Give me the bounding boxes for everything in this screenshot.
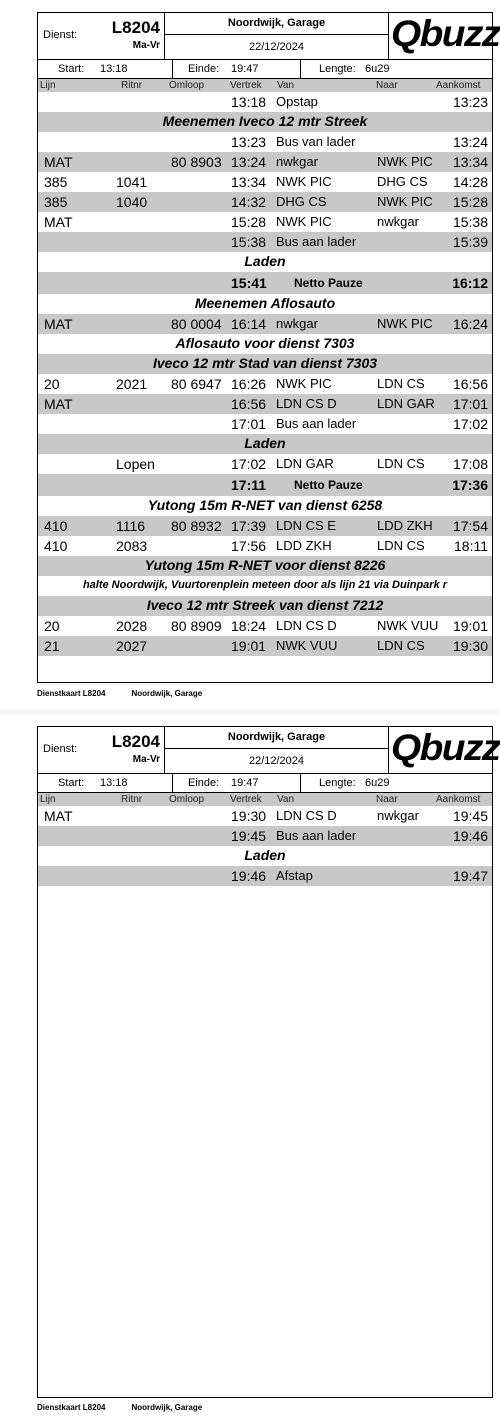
einde-time: 19:47 bbox=[231, 777, 259, 789]
column-header bbox=[38, 79, 492, 92]
cell-van: NWK PIC bbox=[276, 214, 332, 229]
time-row bbox=[38, 60, 492, 79]
cell-aankomst: 13:23 bbox=[452, 94, 488, 110]
pause-end: 16:12 bbox=[452, 275, 488, 291]
section-title: Laden bbox=[244, 253, 286, 269]
cell-van: Bus van lader bbox=[276, 134, 356, 149]
cell-lijn: 385 bbox=[44, 174, 68, 190]
col-van: Van bbox=[277, 794, 295, 805]
dienstkaart-page-1 bbox=[0, 0, 500, 710]
section-title: Iveco 12 mtr Stad van dienst 7303 bbox=[152, 355, 378, 371]
cell-vertrek: 15:28 bbox=[231, 214, 267, 230]
cell-vertrek: 17:56 bbox=[231, 538, 267, 554]
cell-lijn: MAT bbox=[44, 396, 73, 412]
cell-vertrek: 19:46 bbox=[231, 868, 267, 884]
cell-van: nwkgar bbox=[276, 154, 318, 169]
location: Noordwijk, Garage bbox=[165, 727, 388, 749]
section-title: Meenemen Iveco 12 mtr Streek bbox=[162, 113, 368, 129]
cell-van: NWK VUU bbox=[276, 638, 338, 653]
dienst-number: L8204 bbox=[111, 18, 160, 37]
col-naar: Naar bbox=[376, 794, 398, 805]
cell-vertrek: 13:34 bbox=[231, 174, 267, 190]
cell-lijn: 385 bbox=[44, 194, 68, 210]
location-date-cell bbox=[165, 13, 389, 59]
cell-aankomst: 15:39 bbox=[452, 234, 488, 250]
dienst-label: Dienst: bbox=[43, 743, 78, 755]
trip-row bbox=[38, 826, 492, 846]
cell-vertrek: 13:18 bbox=[231, 94, 267, 110]
logo-cell bbox=[389, 13, 500, 59]
cell-van: nwkgar bbox=[276, 316, 318, 331]
page-frame bbox=[37, 726, 500, 1398]
cell-vertrek: 13:24 bbox=[231, 154, 267, 170]
lengte-label: Lengte: bbox=[319, 777, 356, 789]
lengte-value: 6u29 bbox=[365, 777, 390, 789]
column-header bbox=[38, 793, 492, 806]
header-block bbox=[38, 13, 500, 60]
cell-lijn: MAT bbox=[44, 316, 73, 332]
cell-naar: DHG CS bbox=[377, 174, 428, 189]
cell-ritnr: 2083 bbox=[116, 538, 148, 554]
trip-row bbox=[38, 232, 492, 252]
cell-ritnr: 2027 bbox=[116, 638, 148, 654]
cell-aankomst: 18:11 bbox=[454, 538, 488, 554]
trip-row bbox=[38, 394, 492, 414]
cell-ritnr: Lopen bbox=[116, 456, 155, 472]
pause-end: 17:36 bbox=[452, 477, 488, 493]
lengte-label: Lengte: bbox=[319, 63, 356, 75]
cell-vertrek: 19:30 bbox=[231, 808, 267, 824]
cell-ritnr: 1116 bbox=[116, 518, 146, 534]
note-text: halte Noordwijk, Vuurtorenplein meteen door als lijn 21 via Duinpark r bbox=[82, 579, 448, 591]
section-row bbox=[38, 556, 492, 576]
section-row bbox=[38, 112, 492, 132]
section-title: Laden bbox=[244, 847, 286, 863]
note-row bbox=[38, 576, 492, 596]
trip-row bbox=[38, 314, 492, 334]
cell-omloop: 80 8932 bbox=[171, 518, 222, 534]
dienst-cell bbox=[38, 13, 165, 59]
col-lijn: Lijn bbox=[40, 80, 56, 91]
cell-lijn: MAT bbox=[44, 214, 73, 230]
col-lijn: Lijn bbox=[40, 794, 56, 805]
section-row bbox=[38, 846, 492, 866]
col-vertrek: Vertrek bbox=[230, 794, 262, 805]
section-row bbox=[38, 434, 492, 454]
cell-vertrek: 17:01 bbox=[231, 416, 267, 432]
cell-van: Bus aan lader bbox=[276, 416, 357, 431]
col-omloop: Omloop bbox=[169, 794, 205, 805]
cell-vertrek: 17:39 bbox=[231, 518, 267, 534]
einde-time: 19:47 bbox=[231, 63, 259, 75]
cell-aankomst: 16:24 bbox=[452, 316, 488, 332]
col-aankomst: Aankomst bbox=[436, 80, 481, 91]
cell-vertrek: 17:02 bbox=[231, 456, 267, 472]
cell-van: LDN CS D bbox=[276, 808, 337, 823]
cell-aankomst: 17:01 bbox=[452, 396, 488, 412]
footer-location: Noordwijk, Garage bbox=[131, 1403, 203, 1412]
cell-naar: LDN CS bbox=[377, 456, 425, 471]
trip-row bbox=[38, 414, 492, 434]
section-row bbox=[38, 354, 492, 374]
section-row bbox=[38, 294, 492, 314]
cell-vertrek: 19:45 bbox=[231, 828, 267, 844]
date: 22/12/2024 bbox=[248, 41, 305, 53]
dienst-days: Ma-Vr bbox=[132, 40, 160, 51]
cell-aankomst: 19:30 bbox=[452, 638, 488, 654]
cell-omloop: 80 0004 bbox=[171, 316, 222, 332]
cell-van: Afstap bbox=[276, 868, 313, 883]
col-omloop: Omloop bbox=[169, 80, 205, 91]
cell-lijn: MAT bbox=[44, 154, 73, 170]
footer-dienstkaart: Dienstkaart L8204 bbox=[37, 689, 106, 698]
qbuzz-logo: Qbuzz bbox=[391, 727, 500, 768]
header-block bbox=[38, 727, 500, 774]
cell-lijn: 20 bbox=[44, 618, 60, 634]
trip-row bbox=[38, 192, 492, 212]
trip-row bbox=[38, 616, 492, 636]
cell-lijn: MAT bbox=[44, 808, 73, 824]
col-naar: Naar bbox=[376, 80, 398, 91]
cell-aankomst: 15:38 bbox=[452, 214, 488, 230]
dienst-days: Ma-Vr bbox=[132, 754, 160, 765]
cell-vertrek: 16:14 bbox=[231, 316, 267, 332]
cell-aankomst: 17:08 bbox=[452, 456, 488, 472]
cell-aankomst: 15:28 bbox=[452, 194, 488, 210]
footer-location: Noordwijk, Garage bbox=[131, 689, 203, 698]
section-row bbox=[38, 252, 492, 272]
trip-row bbox=[38, 172, 492, 192]
col-van: Van bbox=[277, 80, 295, 91]
cell-naar: LDN CS bbox=[377, 638, 425, 653]
cell-omloop: 80 8909 bbox=[171, 618, 222, 634]
cell-van: LDN CS E bbox=[276, 518, 336, 533]
section-title: Meenemen Aflosauto bbox=[194, 295, 336, 311]
page-frame bbox=[37, 12, 500, 683]
trip-row bbox=[38, 636, 492, 656]
trip-row bbox=[38, 536, 492, 556]
cell-omloop: 80 8903 bbox=[171, 154, 222, 170]
cell-vertrek: 19:01 bbox=[231, 638, 267, 654]
pause-row bbox=[38, 272, 492, 294]
cell-van: Opstap bbox=[276, 94, 318, 109]
logo-cell bbox=[389, 727, 500, 773]
start-label: Start: bbox=[58, 63, 85, 75]
location: Noordwijk, Garage bbox=[165, 13, 388, 35]
cell-ritnr: 1041 bbox=[116, 174, 148, 190]
cell-naar: NWK VUU bbox=[377, 618, 439, 633]
cell-aankomst: 13:24 bbox=[452, 134, 488, 150]
lengte-value: 6u29 bbox=[365, 63, 390, 75]
section-title: Iveco 12 mtr Streek van dienst 7212 bbox=[146, 597, 384, 613]
section-title: Aflosauto voor dienst 7303 bbox=[175, 335, 355, 351]
qbuzz-logo: Qbuzz bbox=[391, 13, 500, 54]
dienst-cell bbox=[38, 727, 165, 773]
cell-vertrek: 16:26 bbox=[231, 376, 267, 392]
trip-row bbox=[38, 866, 492, 886]
dienst-number: L8204 bbox=[111, 732, 160, 751]
cell-van: Bus aan lader bbox=[276, 828, 357, 843]
cell-ritnr: 2021 bbox=[116, 376, 148, 392]
cell-van: LDN CS D bbox=[276, 396, 337, 411]
footer bbox=[37, 1403, 228, 1412]
cell-van: LDD ZKH bbox=[276, 538, 332, 553]
section-row bbox=[38, 496, 492, 516]
trip-row bbox=[38, 516, 492, 536]
pause-label: Netto Pauze bbox=[294, 478, 363, 492]
trip-row bbox=[38, 454, 492, 474]
cell-aankomst: 19:46 bbox=[452, 828, 488, 844]
pause-start: 15:41 bbox=[231, 275, 267, 291]
pause-row bbox=[38, 474, 492, 496]
trip-row bbox=[38, 806, 492, 826]
start-label: Start: bbox=[58, 777, 85, 789]
cell-aankomst: 17:02 bbox=[452, 416, 488, 432]
cell-aankomst: 16:56 bbox=[452, 376, 488, 392]
cell-vertrek: 13:23 bbox=[231, 134, 267, 150]
cell-aankomst: 14:28 bbox=[452, 174, 488, 190]
cell-lijn: 20 bbox=[44, 376, 60, 392]
cell-naar: NWK PIC bbox=[377, 316, 433, 331]
cell-vertrek: 15:38 bbox=[231, 234, 267, 250]
section-title: Yutong 15m R-NET voor dienst 8226 bbox=[144, 557, 386, 573]
cell-naar: LDN CS bbox=[377, 538, 425, 553]
einde-label: Einde: bbox=[188, 63, 220, 75]
cell-vertrek: 18:24 bbox=[231, 618, 267, 634]
cell-van: LDN CS D bbox=[276, 618, 337, 633]
schedule-rows bbox=[38, 92, 492, 656]
section-row bbox=[38, 334, 492, 354]
footer bbox=[37, 689, 228, 698]
section-row bbox=[38, 596, 492, 616]
cell-lijn: 410 bbox=[44, 518, 68, 534]
cell-van: NWK PIC bbox=[276, 174, 332, 189]
cell-ritnr: 2028 bbox=[116, 618, 148, 634]
cell-lijn: 410 bbox=[44, 538, 68, 554]
pause-label: Netto Pauze bbox=[294, 276, 363, 290]
cell-omloop: 80 6947 bbox=[171, 376, 222, 392]
cell-ritnr: 1040 bbox=[116, 194, 148, 210]
dienst-label: Dienst: bbox=[43, 29, 78, 41]
cell-naar: nwkgar bbox=[377, 808, 419, 823]
trip-row bbox=[38, 374, 492, 394]
cell-aankomst: 17:54 bbox=[452, 518, 488, 534]
col-ritnr: Ritnr bbox=[121, 794, 143, 805]
time-row bbox=[38, 774, 492, 793]
start-time: 13:18 bbox=[100, 777, 128, 789]
col-ritnr: Ritnr bbox=[121, 80, 143, 91]
col-vertrek: Vertrek bbox=[230, 80, 262, 91]
dienstkaart-page-2 bbox=[0, 714, 500, 1426]
date: 22/12/2024 bbox=[248, 755, 305, 767]
trip-row bbox=[38, 92, 492, 112]
trip-row bbox=[38, 132, 492, 152]
schedule-rows bbox=[38, 806, 492, 886]
cell-aankomst: 19:47 bbox=[452, 868, 488, 884]
cell-naar: LDN CS bbox=[377, 376, 425, 391]
cell-naar: NWK PIC bbox=[377, 154, 433, 169]
cell-naar: LDD ZKH bbox=[377, 518, 433, 533]
cell-van: DHG CS bbox=[276, 194, 327, 209]
cell-van: NWK PIC bbox=[276, 376, 332, 391]
section-title: Laden bbox=[244, 435, 286, 451]
cell-aankomst: 19:01 bbox=[452, 618, 488, 634]
location-date-cell bbox=[165, 727, 389, 773]
cell-van: LDN GAR bbox=[276, 456, 334, 471]
einde-label: Einde: bbox=[188, 777, 220, 789]
section-title: Yutong 15m R-NET van dienst 6258 bbox=[147, 497, 383, 513]
col-aankomst: Aankomst bbox=[436, 794, 481, 805]
trip-row bbox=[38, 212, 492, 232]
footer-dienstkaart: Dienstkaart L8204 bbox=[37, 1403, 106, 1412]
pause-start: 17:11 bbox=[231, 477, 267, 493]
cell-aankomst: 13:34 bbox=[452, 154, 488, 170]
trip-row bbox=[38, 152, 492, 172]
start-time: 13:18 bbox=[100, 63, 128, 75]
cell-naar: nwkgar bbox=[377, 214, 419, 229]
cell-lijn: 21 bbox=[44, 638, 60, 654]
cell-vertrek: 14:32 bbox=[231, 194, 267, 210]
cell-van: Bus aan lader bbox=[276, 234, 357, 249]
cell-naar: NWK PIC bbox=[377, 194, 433, 209]
cell-naar: LDN GAR bbox=[377, 396, 435, 411]
cell-aankomst: 19:45 bbox=[452, 808, 488, 824]
cell-vertrek: 16:56 bbox=[231, 396, 267, 412]
